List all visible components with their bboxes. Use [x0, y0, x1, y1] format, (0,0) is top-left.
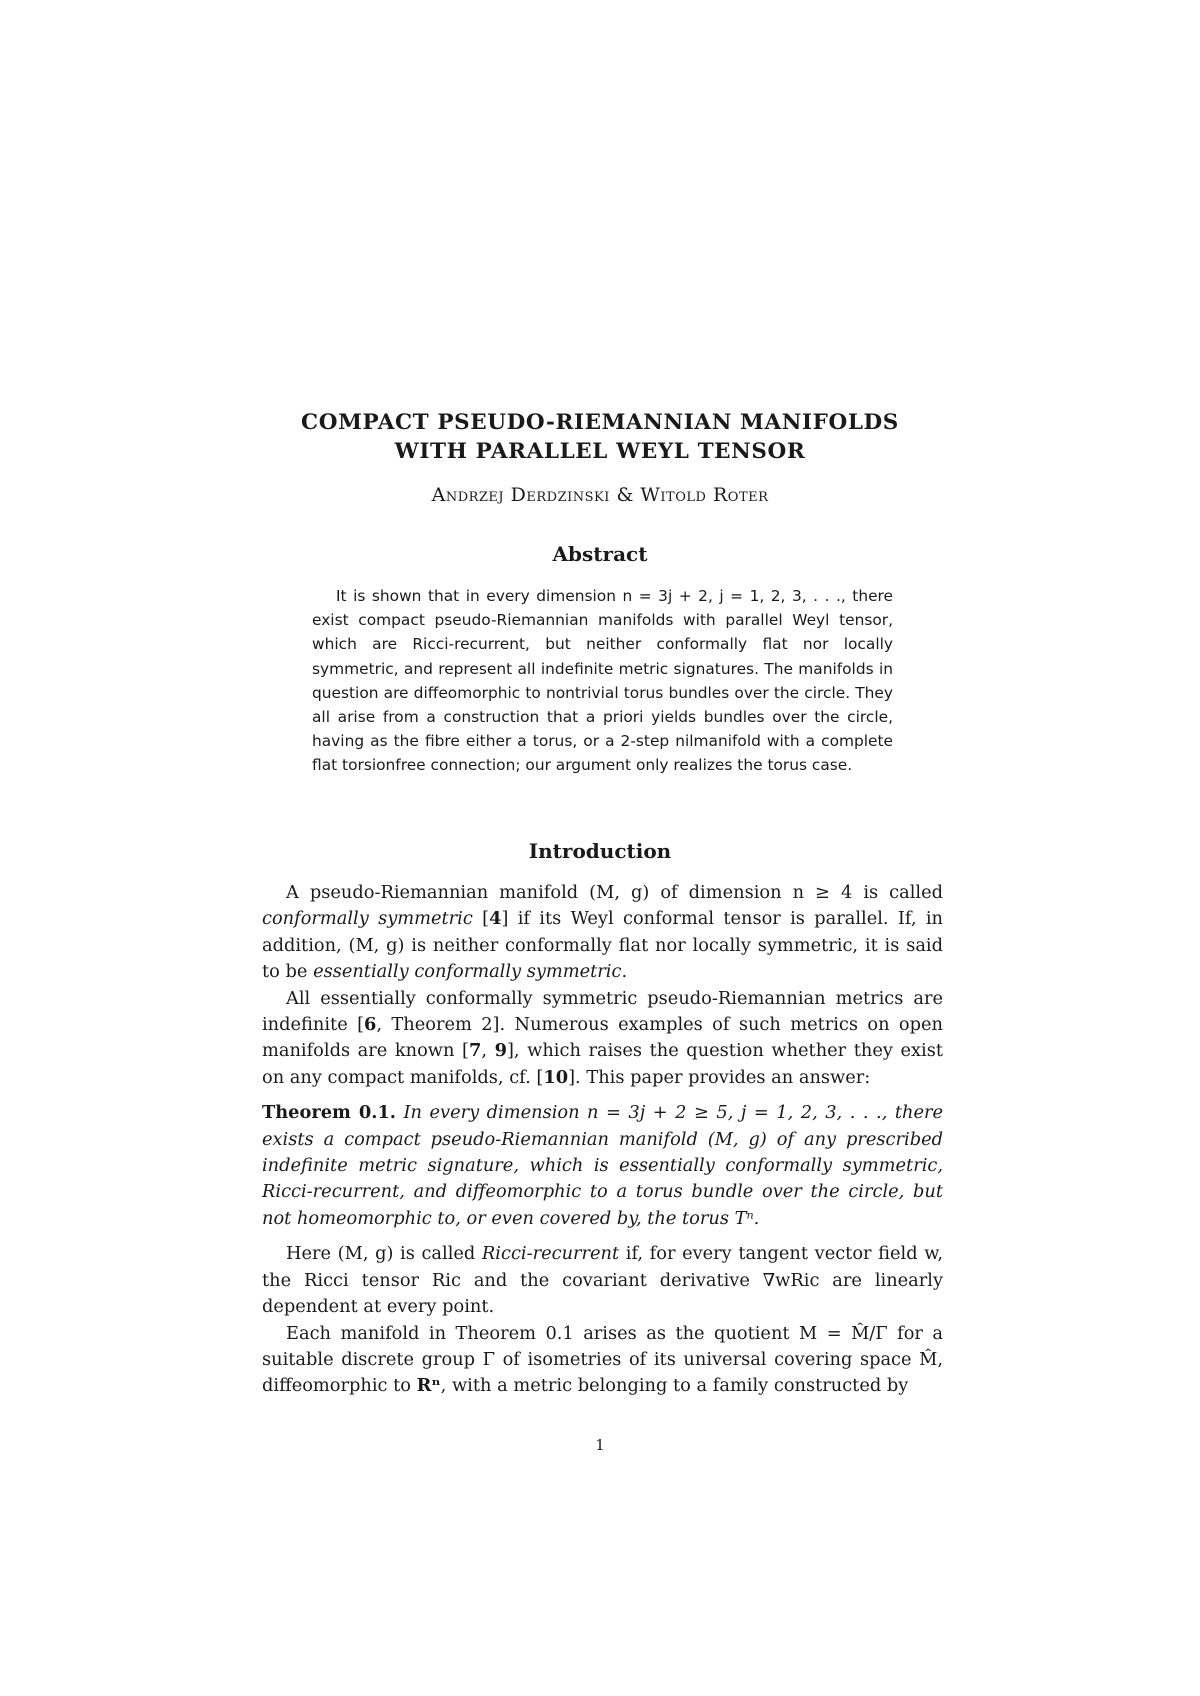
intro-paragraph-4	[262, 1321, 943, 1400]
text: Here (M, g) is called	[286, 1243, 482, 1265]
page-number: 1	[595, 1436, 605, 1454]
paper-title	[0, 408, 1200, 466]
text: , with a metric belonging to a family constructed by	[440, 1375, 909, 1397]
text: Each manifold in Theorem 0.1 arises as the quotient M = M̂/Γ for a suitable discrete group Γ of isometries of its universal covering space M̂, diffeomorphic to	[262, 1322, 943, 1397]
term-conformally-symmetric: conformally symmetric	[262, 908, 473, 930]
introduction-body	[262, 880, 943, 1400]
text: All essentially conformally symmetric pseudo-Riemannian metrics are indefinite [	[262, 987, 943, 1036]
text: ,	[481, 1040, 495, 1062]
citation-ref[interactable]: 6	[364, 1014, 377, 1036]
title-line-1: COMPACT PSEUDO-RIEMANNIAN MANIFOLDS	[301, 410, 899, 435]
text: ]. This paper provides an answer:	[568, 1066, 871, 1088]
abstract-body	[312, 584, 893, 778]
term-essentially-conformally-symmetric: essentially conformally symmetric	[313, 961, 622, 983]
abstract-paragraph: It is shown that in every dimension n = 3j + 2, j = 1, 2, 3, . . ., there exist compact pseudo-Riemannian manifolds with parallel Weyl tensor, which are Ricci-recurrent, but neither conformally flat nor locally symmetric, and represent all indefinite metric signatures. The manifolds in question are diffeomorphic to nontrivial torus bundles over the circle. They all arise from a construction that a priori yields bundles over the circle, having as the fibre either a torus, or a 2-step nilmanifold with a complete flat torsionfree connection; our argument only realizes the torus case.	[312, 587, 893, 775]
authors: Andrzej Derdzinski & Witold Roter	[431, 484, 769, 506]
text: .	[621, 961, 628, 983]
theorem-0-1	[262, 1100, 943, 1232]
text: [	[472, 908, 490, 930]
text: A pseudo-Riemannian manifold (M, g) of dimension n ≥ 4 is called	[286, 882, 943, 903]
title-line-2: WITH PARALLEL WEYL TENSOR	[394, 439, 806, 464]
math-rn: Rⁿ	[416, 1375, 441, 1397]
citation-ref[interactable]: 4	[489, 908, 502, 930]
intro-paragraph-3	[262, 1241, 943, 1320]
citation-ref[interactable]: 9	[494, 1040, 507, 1062]
introduction-heading: Introduction	[528, 839, 672, 863]
term-ricci-recurrent: Ricci-recurrent	[481, 1243, 620, 1265]
theorem-label: Theorem 0.1.	[262, 1102, 397, 1124]
abstract-heading: Abstract	[552, 542, 648, 566]
citation-ref[interactable]: 7	[468, 1040, 482, 1062]
text: ] if its Weyl conformal tensor is parallel. If, in addition, (M, g) is neither conformally flat nor locally symmetric, it is said to be	[262, 908, 943, 983]
text: if, for every tangent vector field w, the Ricci tensor Ric and the covariant derivative ∇wRic are linearly dependent at every point.	[262, 1243, 943, 1318]
text: ], which raises the question whether they exist on any compact manifolds, cf. [	[262, 1040, 943, 1088]
text: , Theorem 2]. Numerous examples of such metrics on open manifolds are known [	[262, 1014, 943, 1062]
intro-paragraph-1	[262, 880, 943, 986]
theorem-statement: In every dimension n = 3j + 2 ≥ 5, j = 1, 2, 3, . . ., there exists a compact pseudo-Riemannian manifold (M, g) of any prescribed indefinite metric signature, which is essentially conformally symmetric, Ricci-recurrent, and diffeomorphic to a torus bundle over the circle, but not homeomorphic to, or even covered by, the torus Tⁿ.	[262, 1102, 943, 1229]
intro-paragraph-2	[262, 986, 943, 1092]
citation-ref[interactable]: 10	[543, 1066, 569, 1088]
